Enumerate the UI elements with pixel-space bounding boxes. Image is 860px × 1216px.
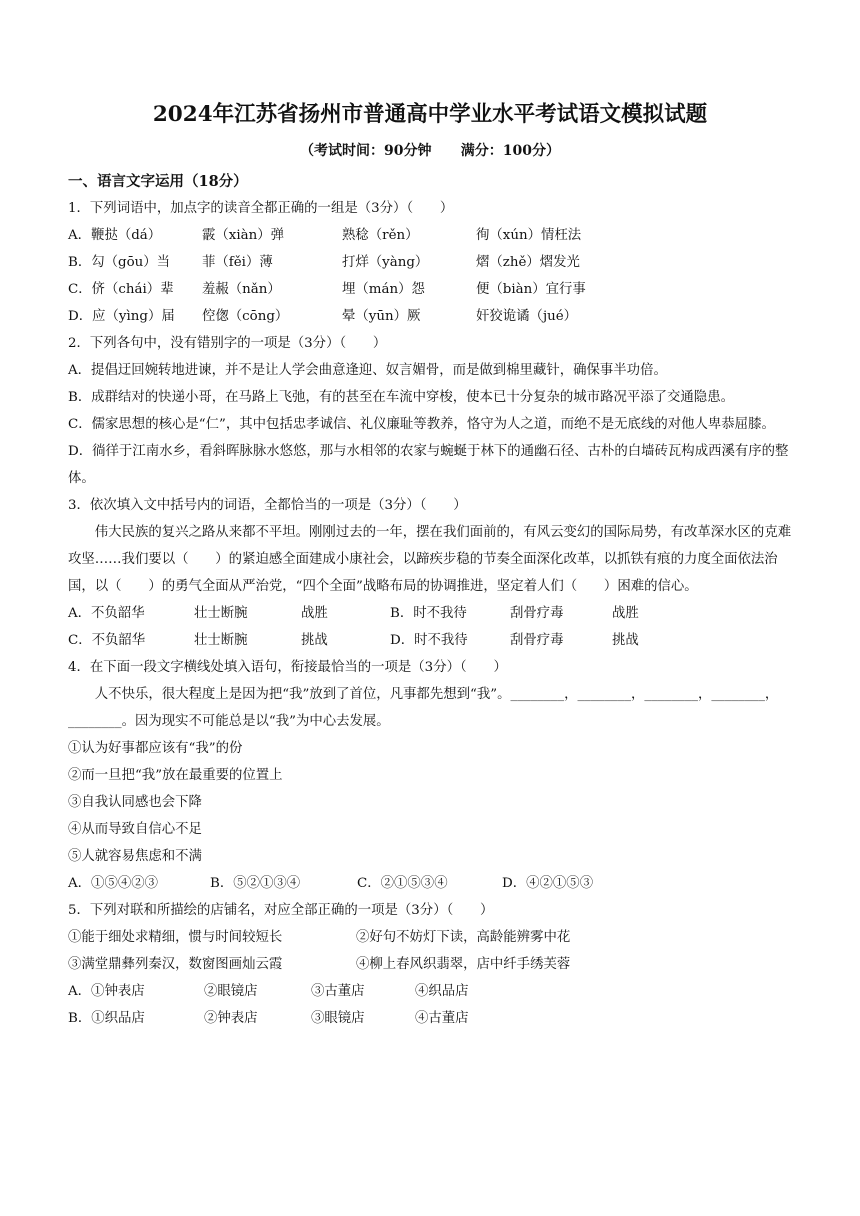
question-4-sentence: ③自我认同感也会下降 — [68, 795, 202, 810]
q3-d-word-3: 挑战 — [612, 633, 639, 648]
q1-c-word-3: 埋（mán）怨 — [342, 282, 425, 297]
q1-b-word-1: B．勾（gōu）当 — [68, 255, 171, 270]
question-5-option-b — [68, 1005, 794, 1032]
question-5-option-a — [68, 978, 794, 1005]
section-heading: 一、语言文字运用（18分） — [68, 173, 248, 190]
q5-couplet-4: ④柳上春风织翡翠，店中纤手绣芙蓉 — [356, 957, 571, 972]
question-5-couplet-row — [68, 924, 794, 951]
q5-couplet-3: ③满堂鼎彝列秦汉，数窗图画灿云霞 — [68, 957, 283, 972]
q1-d-word-2: 倥偬（cōng） — [202, 309, 289, 324]
question-3-stem: 3．依次填入文中括号内的词语，全都恰当的一项是（3分）（ ） — [68, 498, 467, 513]
question-1-option-row — [68, 303, 794, 330]
question-4-sentence: ①认为好事都应该有“我”的份 — [68, 741, 243, 756]
q3-a-word-3: 战胜 — [301, 606, 328, 621]
question-3-option-row — [68, 600, 794, 627]
q1-b-word-2: 菲（fěi）薄 — [202, 255, 273, 270]
q3-c-word-1: C．不负韶华 — [68, 633, 146, 648]
q5-a-item-2: ②眼镜店 — [204, 984, 258, 999]
question-1-stem: 1．下列词语中，加点字的读音全都正确的一组是（3分）（ ） — [68, 201, 454, 216]
question-3-passage: 伟大民族的复兴之路从来都不平坦。刚刚过去的一年，摆在我们面前的，有风云变幻的国际局势，有改革深水区的克难攻坚……我们要以（ ）的紧迫感全面建成小康社会，以蹄疾步稳的节奏全面深化改革，以抓铁有痕的力度全面依法治国，以（ ）的勇气全面从严治党，“四个全面”战略布局的协调推进，坚定着人们（ ）困难的信心。 — [68, 525, 792, 594]
q1-a-word-1: A．鞭挞（dá） — [68, 228, 162, 243]
q4-option-d: D．④②①⑤③ — [502, 876, 594, 891]
q5-couplet-2: ②好句不妨灯下读，高龄能辨雾中花 — [356, 930, 571, 945]
question-2-stem: 2．下列各句中，没有错别字的一项是（3分）（ ） — [68, 336, 387, 351]
exam-body — [68, 168, 794, 1032]
question-3-option-row — [68, 627, 794, 654]
q3-c-word-2: 壮士断腕 — [194, 633, 248, 648]
q4-option-b: B．⑤②①③④ — [210, 876, 301, 891]
question-4-options — [68, 870, 794, 897]
q3-d-word-2: 刮骨疗毒 — [510, 633, 564, 648]
q4-option-a: A．①⑤④②③ — [68, 876, 159, 891]
q1-a-word-3: 熟稔（rěn） — [342, 228, 419, 243]
q3-d-word-1: D．时不我待 — [390, 633, 468, 648]
q1-c-word-1: C．侪（chái）辈 — [68, 282, 174, 297]
question-4-sentence: ②而一旦把“我”放在最重要的位置上 — [68, 768, 283, 783]
exam-info: （考试时间：90分钟 满分：100分） — [300, 143, 560, 159]
q1-b-word-3: 打烊（yàng） — [342, 255, 429, 270]
q5-couplet-1: ①能于细处求精细，惯与时间较短长 — [68, 930, 283, 945]
question-1-option-row — [68, 249, 794, 276]
q5-a-item-3: ③古董店 — [311, 984, 365, 999]
q4-option-c: C．②①⑤③④ — [357, 876, 448, 891]
question-2-option-a: A．提倡迂回婉转地进谏，并不是让人学会曲意逢迎、奴言媚骨，而是做到棉里藏针，确保事半功倍。 — [68, 363, 667, 378]
q3-b-word-1: B．时不我待 — [390, 606, 467, 621]
q5-b-item-2: ②钟表店 — [204, 1011, 258, 1026]
question-1-option-row — [68, 276, 794, 303]
question-4-passage: 人不快乐，很大程度上是因为把“我”放到了首位，凡事都先想到“我”。________，________，________，________，________。因为现实不可能总是以“我”为中心去发展。 — [68, 687, 779, 729]
q5-b-item-3: ③眼镜店 — [311, 1011, 365, 1026]
q1-d-word-4: 奸狡诡谲（jué） — [476, 309, 578, 324]
question-5-couplet-row — [68, 951, 794, 978]
q1-a-word-2: 霰（xiàn）弹 — [202, 228, 285, 243]
question-4-sentence: ④从而导致自信心不足 — [68, 822, 202, 837]
q1-b-word-4: 熠（zhě）熠发光 — [476, 255, 580, 270]
question-5-stem: 5．下列对联和所描绘的店铺名，对应全部正确的一项是（3分）（ ） — [68, 903, 494, 918]
q1-c-word-2: 羞赧（nǎn） — [202, 282, 281, 297]
question-2-option-c: C．儒家思想的核心是“仁”，其中包括忠孝诚信、礼仪廉耻等教养，恪守为人之道，而绝不是无底线的对他人卑恭屈膝。 — [68, 417, 775, 432]
question-4-sentence: ⑤人就容易焦虑和不满 — [68, 849, 202, 864]
q3-a-word-1: A．不负韶华 — [68, 606, 145, 621]
question-1-option-row — [68, 222, 794, 249]
question-4-stem: 4．在下面一段文字横线处填入语句，衔接最恰当的一项是（3分）（ ） — [68, 660, 507, 675]
question-2-option-b: B．成群结对的快递小哥，在马路上飞弛，有的甚至在车流中穿梭，使本已十分复杂的城市路况平添了交通隐患。 — [68, 390, 734, 405]
q1-a-word-4: 徇（xún）情枉法 — [476, 228, 582, 243]
q3-b-word-3: 战胜 — [612, 606, 639, 621]
q1-d-word-3: 晕（yūn）厥 — [342, 309, 421, 324]
question-2-option-d: D．徜徉于江南水乡，看斜晖脉脉水悠悠，那与水相邻的农家与蜿蜒于林下的通幽石径、古朴的白墙砖瓦构成西溪有序的整体。 — [68, 444, 789, 486]
q1-c-word-4: 便（biàn）宜行事 — [476, 282, 586, 297]
q3-a-word-2: 壮士断腕 — [194, 606, 248, 621]
q5-b-item-4: ④古董店 — [415, 1011, 469, 1026]
q5-a-item-4: ④织品店 — [415, 984, 469, 999]
page-title: 2024年江苏省扬州市普通高中学业水平考试语文模拟试题 — [152, 102, 708, 127]
q3-b-word-2: 刮骨疗毒 — [510, 606, 564, 621]
q1-d-word-1: D．应（yìng）届 — [68, 309, 175, 324]
q5-a-item-1: A．①钟表店 — [68, 984, 145, 999]
q5-b-item-1: B．①织品店 — [68, 1011, 145, 1026]
q3-c-word-3: 挑战 — [301, 633, 328, 648]
